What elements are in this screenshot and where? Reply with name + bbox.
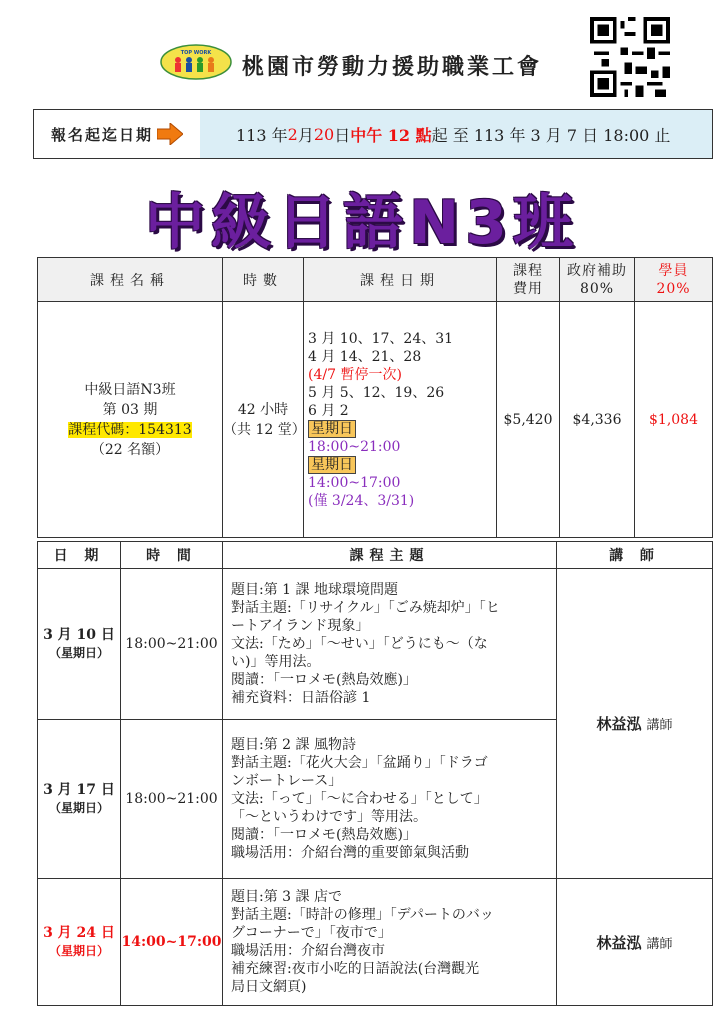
schedule-header xyxy=(38,542,713,569)
course-row xyxy=(38,302,713,538)
header-topic: 課程主題 xyxy=(223,542,557,569)
session-time: 18:00~21:00 xyxy=(121,569,223,720)
teacher-title: 講師 xyxy=(646,936,673,952)
qr-code[interactable] xyxy=(590,17,670,97)
header-time: 時 間 xyxy=(121,542,223,569)
header-course-dates: 課程日期 xyxy=(304,258,497,302)
union-logo xyxy=(160,44,232,80)
course-code: 課程代碼：154313 xyxy=(68,421,192,438)
slot2-time: 14:00~17:00 xyxy=(308,474,401,491)
session-date: 3 月 17 日 （星期日） xyxy=(38,720,121,879)
slot2-note: (僅 3/24、3/31) xyxy=(308,492,415,509)
teacher-title: 講師 xyxy=(646,718,673,733)
session-date: 3 月 10 日 （星期日） xyxy=(38,569,121,720)
arrow-right-icon xyxy=(157,123,183,145)
header-course-fee: 課程 費用 xyxy=(497,258,560,302)
page-title: 中級日語N3班 xyxy=(145,188,579,258)
session-time: 18:00~21:00 xyxy=(121,720,223,879)
teacher-name: 林益泓 xyxy=(596,715,642,733)
course-dates-cell: 3 月 10、17、24、31 4 月 14、21、28 (4/7 暫停一次) 5 月 5、12、19、26 6 月 2 星期日 18:00~21:00 星期日 14:00~17:00 (僅 3/24、3/31) xyxy=(304,302,497,538)
header-hours: 時數 xyxy=(223,258,304,302)
teacher-cell xyxy=(557,879,713,1006)
course-sessions: （共 12 堂） xyxy=(223,421,306,438)
session-topic: 題目:第 3 課 店で 對話主題:「時計の修理」「デパートのバッ グコーナーで」「夜市で」 職場活用：介紹台灣夜市 補充練習:夜市小吃的日語說法(台灣觀光 局日文網頁) xyxy=(223,879,557,1006)
table-row xyxy=(38,879,713,1006)
session-topic: 題目:第 2 課 風物詩 對話主題:「花火大会」「盆踊り」「ドラゴ ンボートレース」 文法:「って」「～に合わせる」「として」 「～というわけです」等用法。 閱讀：「一ロメモ(熱島效應)」 職場活用：介紹台灣的重要節氣與活動 xyxy=(223,720,557,879)
header-teacher: 講 師 xyxy=(557,542,713,569)
course-fee: $5,420 xyxy=(497,302,560,538)
registration-dates: 113 年 2 月 20 日 中午 12 點 起 至 113 年 3 月 7 日 18:00 止 xyxy=(200,110,712,158)
session-time: 14:00~17:00 xyxy=(121,879,223,1006)
weekday-badge: 星期日 xyxy=(308,456,356,474)
course-info-table xyxy=(37,257,713,538)
hours-cell xyxy=(223,302,304,538)
course-name-cell xyxy=(38,302,223,538)
student-fee: $1,084 xyxy=(635,302,713,538)
organization-name: 桃園市勞動力援助職業工會 xyxy=(242,54,543,80)
header-gov-subsidy: 政府補助 80% xyxy=(560,258,635,302)
logo-text: TOP WORK xyxy=(180,50,212,56)
table-row xyxy=(38,569,713,720)
teacher-cell xyxy=(557,569,713,879)
teacher-name: 林益泓 xyxy=(596,933,642,952)
course-quota: （22 名額） xyxy=(90,441,170,458)
header-course-name: 課程名稱 xyxy=(38,258,223,302)
weekday-badge: 星期日 xyxy=(308,420,356,438)
course-term: 第 03 期 xyxy=(102,401,158,418)
header-date: 日 期 xyxy=(38,542,121,569)
schedule-table xyxy=(37,541,713,1006)
course-name: 中級日語N3班 xyxy=(84,381,176,398)
header-student-share: 學員 20% xyxy=(635,258,713,302)
gov-subsidy: $4,336 xyxy=(560,302,635,538)
slot1-time: 18:00~21:00 xyxy=(308,438,401,455)
course-table-header xyxy=(38,258,713,302)
registration-period-bar xyxy=(33,109,713,159)
session-topic: 題目:第 1 課 地球環境問題 對話主題:「リサイクル」「ごみ焼却炉」「ヒ ートアイランド現象」 文法:「ため」「～せい」「どうにも～（な い)」等用法。 閱讀：「一ロメモ(熱島效應)」 補充資料：日語俗諺 1 xyxy=(223,569,557,720)
registration-label: 報名起迄日期 xyxy=(34,110,200,158)
session-date: 3 月 24 日 （星期日） xyxy=(38,879,121,1006)
course-hours: 42 小時 xyxy=(237,401,289,418)
